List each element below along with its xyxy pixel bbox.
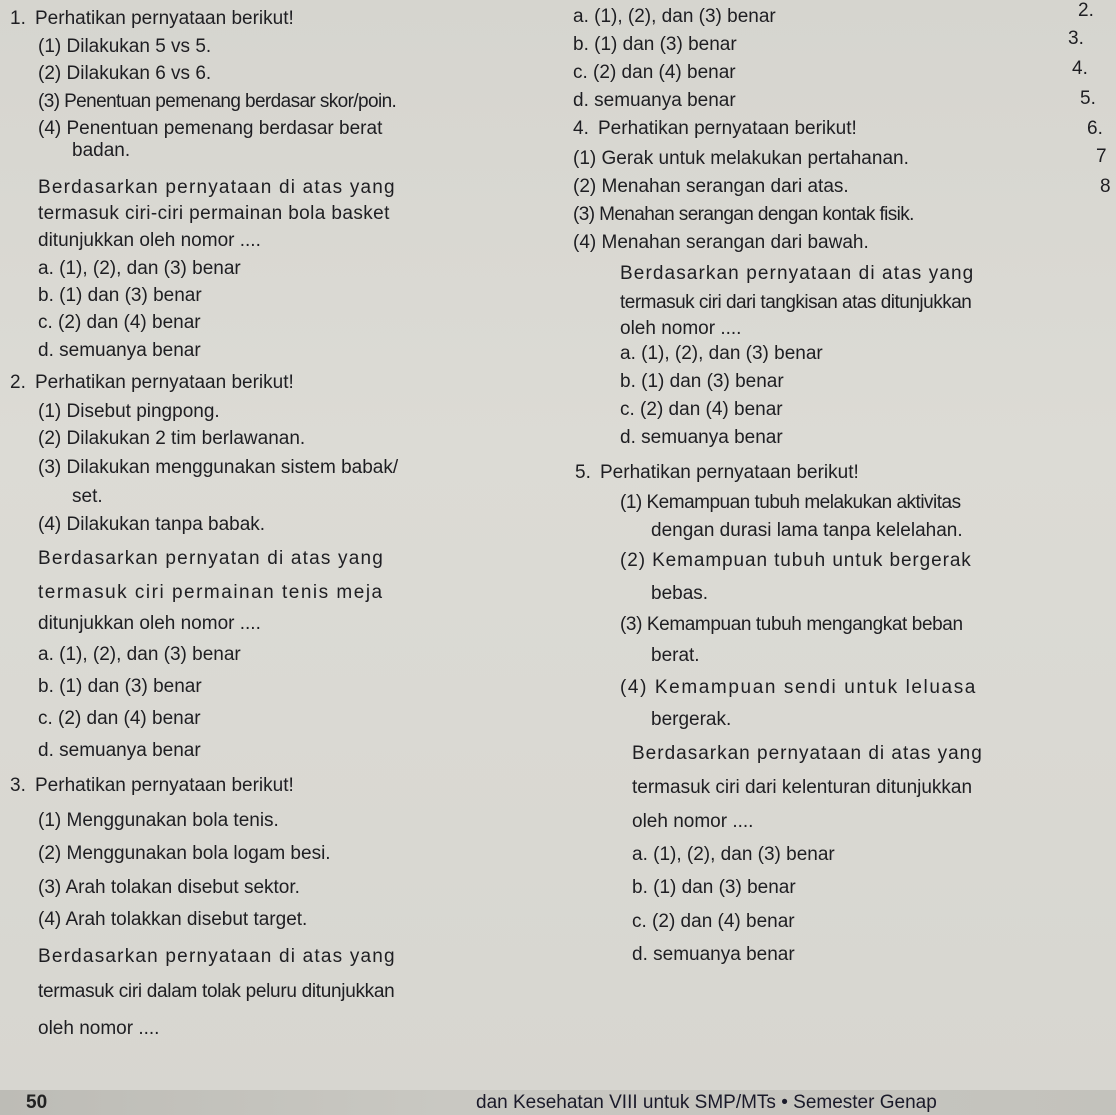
margin-number-6: 6. <box>1087 118 1103 139</box>
q1-option-b: b. (1) dan (3) benar <box>38 285 202 306</box>
q2-item-1: (1) Disebut pingpong. <box>38 401 220 422</box>
q5-number: 5. <box>575 462 591 483</box>
page-number: 50 <box>26 1092 48 1113</box>
q2-number: 2. <box>10 372 26 393</box>
q3-question-line-1: Berdasarkan pernyataan di atas yang <box>38 946 396 967</box>
q3-item-3: (3) Arah tolakan disebut sektor. <box>38 877 300 898</box>
q3-item-4: (4) Arah tolakkan disebut target. <box>38 909 308 930</box>
q5-title: Perhatikan pernyataan berikut! <box>600 462 859 483</box>
q2-question-line-1: Berdasarkan pernyatan di atas yang <box>38 548 385 569</box>
q2-question-line-2: termasuk ciri permainan tenis meja <box>38 582 384 603</box>
q4-item-3: (3) Menahan serangan dengan kontak fisik. <box>573 204 914 225</box>
margin-number-7: 7 <box>1096 146 1107 167</box>
q5-item-2-cont: bebas. <box>651 583 709 604</box>
q2-item-4: (4) Dilakukan tanpa babak. <box>38 514 266 535</box>
margin-number-3: 3. <box>1068 28 1084 49</box>
q1-option-d: d. semuanya benar <box>38 340 201 361</box>
q5-item-3-cont: berat. <box>651 645 700 666</box>
q1-item-2: (2) Dilakukan 6 vs 6. <box>38 63 212 84</box>
q5-question-line-1: Berdasarkan pernyataan di atas yang <box>632 743 983 764</box>
q1-item-4: (4) Penentuan pemenang berdasar berat <box>38 118 383 139</box>
q3-item-2: (2) Menggunakan bola logam besi. <box>38 843 331 864</box>
q5-item-4: (4) Kemampuan sendi untuk leluasa <box>620 677 977 698</box>
q2-item-3: (3) Dilakukan menggunakan sistem babak/ <box>38 457 399 478</box>
q1-question-line-2: termasuk ciri-ciri permainan bola basket <box>38 203 390 224</box>
q2-item-3-cont: set. <box>72 486 103 507</box>
q1-number: 1. <box>10 8 26 29</box>
q3-question-line-3: oleh nomor .... <box>38 1018 160 1039</box>
q4-number: 4. <box>573 118 589 139</box>
q5-item-4-cont: bergerak. <box>651 709 732 730</box>
q4-question-line-3: oleh nomor .... <box>620 318 742 339</box>
q5-option-a: a. (1), (2), dan (3) benar <box>632 844 835 865</box>
q1-col2-option-b: b. (1) dan (3) benar <box>573 34 737 55</box>
q3-item-1: (1) Menggunakan bola tenis. <box>38 810 279 831</box>
q1-col2-option-c: c. (2) dan (4) benar <box>573 62 736 83</box>
q4-item-1: (1) Gerak untuk melakukan pertahanan. <box>573 148 909 169</box>
q5-option-d: d. semuanya benar <box>632 944 795 965</box>
q3-question-line-2: termasuk ciri dalam tolak peluru ditunjukkan <box>38 981 395 1002</box>
q1-option-a: a. (1), (2), dan (3) benar <box>38 258 241 279</box>
q4-item-2: (2) Menahan serangan dari atas. <box>573 176 849 197</box>
q2-title: Perhatikan pernyataan berikut! <box>35 372 294 393</box>
q2-item-2: (2) Dilakukan 2 tim berlawanan. <box>38 428 306 449</box>
margin-number-2: 2. <box>1078 0 1094 21</box>
q5-item-3: (3) Kemampuan tubuh mengangkat beban <box>620 614 963 635</box>
q5-option-b: b. (1) dan (3) benar <box>632 877 796 898</box>
q1-item-1: (1) Dilakukan 5 vs 5. <box>38 36 212 57</box>
q5-option-c: c. (2) dan (4) benar <box>632 911 795 932</box>
q4-title: Perhatikan pernyataan berikut! <box>598 118 857 139</box>
q1-col2-option-d: d. semuanya benar <box>573 90 736 111</box>
q5-item-2: (2) Kemampuan tubuh untuk bergerak <box>620 550 972 571</box>
q2-option-b: b. (1) dan (3) benar <box>38 676 202 697</box>
q4-question-line-2: termasuk ciri dari tangkisan atas ditunjukkan <box>620 292 972 313</box>
q2-option-a: a. (1), (2), dan (3) benar <box>38 644 241 665</box>
q4-item-4: (4) Menahan serangan dari bawah. <box>573 232 869 253</box>
q1-question-line-3: ditunjukkan oleh nomor .... <box>38 230 261 251</box>
q1-item-4-cont: badan. <box>72 140 131 161</box>
q4-option-a: a. (1), (2), dan (3) benar <box>620 343 823 364</box>
q5-item-1: (1) Kemampuan tubuh melakukan aktivitas <box>620 492 961 513</box>
margin-number-5: 5. <box>1080 88 1096 109</box>
q2-question-line-3: ditunjukkan oleh nomor .... <box>38 613 261 634</box>
q4-option-b: b. (1) dan (3) benar <box>620 371 784 392</box>
margin-number-8: 8 <box>1100 176 1111 197</box>
q5-question-line-2: termasuk ciri dari kelenturan ditunjukkan <box>632 777 973 798</box>
q1-item-3: (3) Penentuan pemenang berdasar skor/poin. <box>38 91 397 112</box>
q1-question-line-1: Berdasarkan pernyataan di atas yang <box>38 177 396 198</box>
margin-number-4: 4. <box>1072 58 1088 79</box>
q2-option-c: c. (2) dan (4) benar <box>38 708 201 729</box>
q2-option-d: d. semuanya benar <box>38 740 201 761</box>
q3-number: 3. <box>10 775 26 796</box>
q4-option-c: c. (2) dan (4) benar <box>620 399 783 420</box>
q1-col2-option-a: a. (1), (2), dan (3) benar <box>573 6 776 27</box>
q1-option-c: c. (2) dan (4) benar <box>38 312 201 333</box>
q3-title: Perhatikan pernyataan berikut! <box>35 775 294 796</box>
q1-title: Perhatikan pernyataan berikut! <box>35 8 294 29</box>
footer-text: dan Kesehatan VIII untuk SMP/MTs • Semester Genap <box>476 1092 937 1113</box>
q4-question-line-1: Berdasarkan pernyataan di atas yang <box>620 263 975 284</box>
q5-item-1-cont: dengan durasi lama tanpa kelelahan. <box>651 520 963 541</box>
q5-question-line-3: oleh nomor .... <box>632 811 754 832</box>
q4-option-d: d. semuanya benar <box>620 427 783 448</box>
